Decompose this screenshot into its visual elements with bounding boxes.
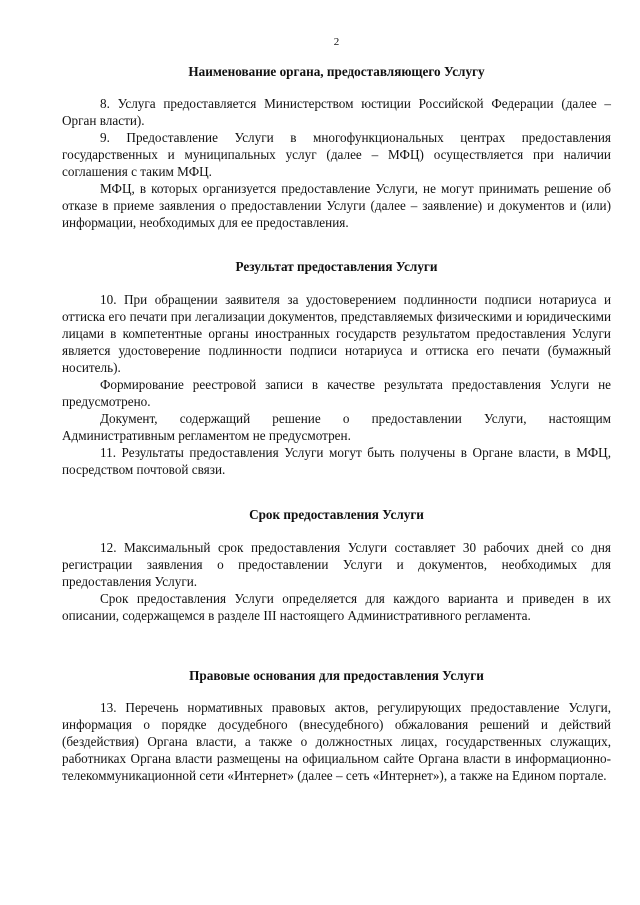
page-number: 2 [333,36,340,48]
paragraph-13: 13. Перечень нормативных правовых актов, регулирующих предоставление Услуги, информация о порядке досудебного (внесудебного) обжалования решений и действий (бездействия) Органа власти, а также о должностных лицах, государственных служащих, работниках Органа власти размещены на официальном сайте Органа власти в информационно-телекоммуникационной сети «Интернет» (далее – сеть «Интернет»), а также на Едином портале. [62,700,611,783]
section-heading-result: Результат предоставления Услуги [235,259,438,274]
paragraph-registry-record: Формирование реестровой записи в качестве результата предоставления Услуги не предусмотрено. [62,377,611,409]
paragraph-8: 8. Услуга предоставляется Министерством юстиции Российской Федерации (далее – Орган власти). [62,96,611,128]
paragraph-11: 11. Результаты предоставления Услуги могут быть получены в Органе власти, в МФЦ, посредством почтовой связи. [62,445,611,477]
section-heading-issuing-authority: Наименование органа, предоставляющего Услугу [188,64,485,79]
section-heading-term: Срок предоставления Услуги [249,507,424,522]
section-heading-legal-basis: Правовые основания для предоставления Услуги [189,668,484,683]
paragraph-mfc: МФЦ, в которых организуется предоставление Услуги, не могут принимать решение об отказе в приеме заявления о предоставлении Услуги (далее – заявление) и документов и (или) информации, необходимых для ее предоставления. [62,181,611,230]
paragraph-term-variants: Срок предоставления Услуги определяется для каждого варианта и приведен в их описании, содержащемся в разделе III настоящего Административного регламента. [62,591,611,623]
paragraph-10: 10. При обращении заявителя за удостоверением подлинности подписи нотариуса и оттиска его печати при легализации документов, представляемых физическими и юридическими лицами в компетентные органы иностранных государств результатом предоставления Услуги является удостоверение подлинности подписи нотариуса и оттиска его печати (бумажный носитель). [62,292,611,375]
paragraph-9: 9. Предоставление Услуги в многофункциональных центрах предоставления государственных и муниципальных услуг (далее – МФЦ) осуществляется при наличии соглашения с таким МФЦ. [62,130,611,179]
paragraph-12: 12. Максимальный срок предоставления Услуги составляет 30 рабочих дней со дня регистрации заявления о предоставлении Услуги и документов, необходимых для предоставления Услуги. [62,540,611,589]
paragraph-decision-document: Документ, содержащий решение о предоставлении Услуги, настоящим Административным регламентом не предусмотрен. [62,411,611,443]
